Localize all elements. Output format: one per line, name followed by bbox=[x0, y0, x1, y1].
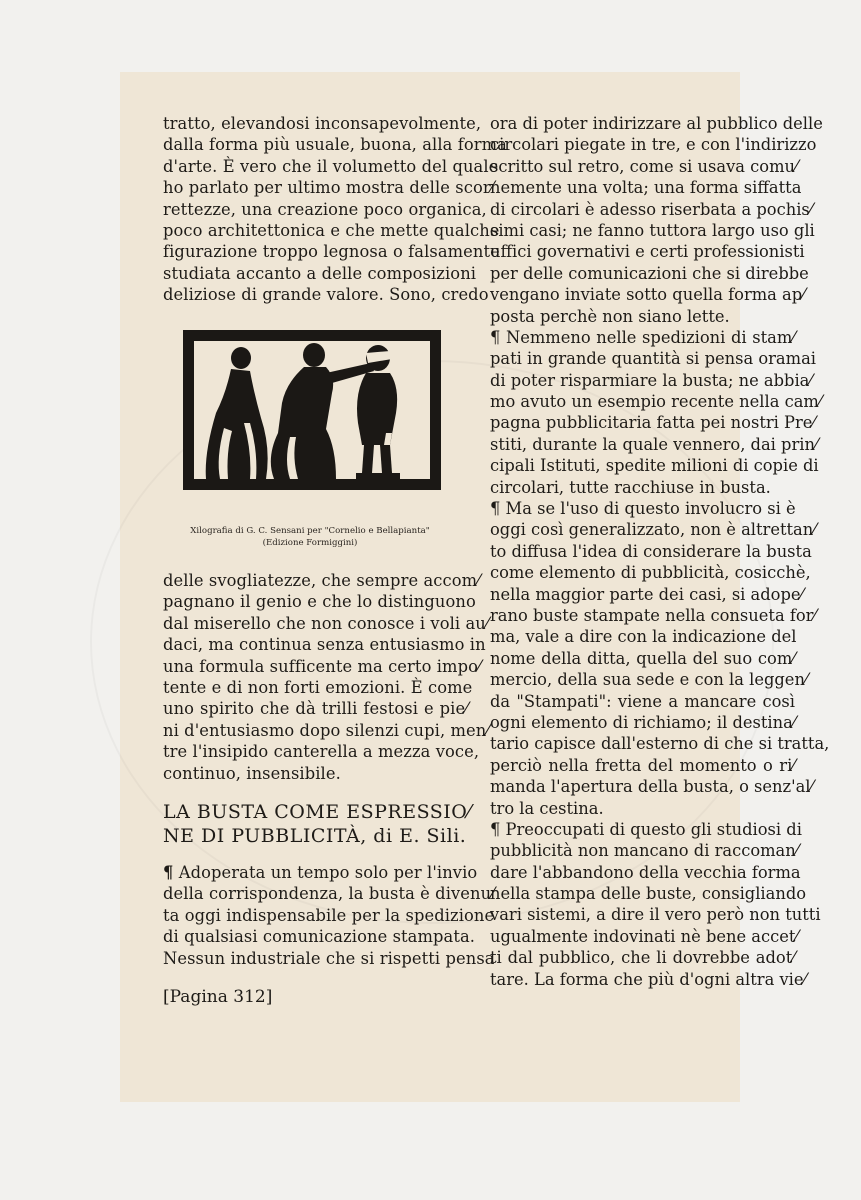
woodcut-figures-image bbox=[186, 333, 438, 487]
text-line: figurazione troppo legnosa o falsamente bbox=[163, 242, 500, 262]
text-line: ¶ Preoccupati di questo gli studiosi di bbox=[490, 819, 802, 839]
text-line: nella stampa delle buste, consigliando bbox=[490, 884, 807, 904]
text-line-content: Adoperata un tempo solo per l'invio bbox=[178, 863, 478, 882]
text-line: ho parlato per ultimo mostra delle scor⁄ bbox=[163, 178, 494, 198]
text-line: rano buste stampate nella consueta for⁄ bbox=[490, 605, 817, 625]
text-line: posta perchè non siano lette. bbox=[490, 306, 730, 326]
text-line: tare. La forma che più d'ogni altra vie⁄ bbox=[490, 969, 807, 989]
text-line: dal miserello che non conosce i voli au⁄ bbox=[163, 613, 489, 633]
text-line: mercio, della sua sede e con la leggen⁄ bbox=[490, 670, 808, 690]
text-line: tratto, elevandosi inconsapevolmente, bbox=[163, 114, 482, 133]
text-line: vengano inviate sotto quella forma ap⁄ bbox=[490, 285, 805, 305]
paragraph-mark: ¶ bbox=[163, 863, 174, 882]
text-line: pati in grande quantità si pensa oramai bbox=[490, 349, 816, 369]
text-line: come elemento di pubblicità, cosicchè, bbox=[490, 563, 811, 583]
text-line: ti dal pubblico, che li dovrebbe adot⁄ bbox=[490, 948, 795, 968]
caption-line: (Edizione Formiggini) bbox=[262, 538, 358, 548]
text-line: stiti, durante la quale vennero, dai prin⁄ bbox=[490, 434, 818, 454]
text-line: delle svogliatezze, che sempre accom⁄ bbox=[163, 571, 480, 590]
text-line: tario capisce dall'esterno di che si tratta, bbox=[490, 734, 830, 754]
text-line: circolari piegate in tre, e con l'indirizzo bbox=[490, 135, 817, 155]
text-line: uffici governativi e certi professionisti bbox=[490, 242, 805, 262]
woodcut-illustration bbox=[183, 330, 441, 490]
figure-caption bbox=[150, 525, 470, 549]
text-line: ogni elemento di richiamo; il destina⁄ bbox=[490, 712, 796, 732]
text-line: nella maggior parte dei casi, si adope⁄ bbox=[490, 584, 804, 604]
text-line: ta oggi indispensabile per la spedizione bbox=[163, 905, 495, 925]
heading-line: LA BUSTA COME ESPRESSIO⁄ bbox=[163, 801, 472, 823]
text-line: per delle comunicazioni che si direbbe bbox=[490, 263, 809, 283]
text-line: to diffusa l'idea di considerare la busta bbox=[490, 541, 812, 561]
text-line: continuo, insensibile. bbox=[163, 763, 341, 783]
left-column-middle-text bbox=[163, 570, 490, 784]
text-line: da "Stampati": viene a mancare così bbox=[490, 691, 795, 711]
text-line: scritto sul retro, come si usava comu⁄ bbox=[490, 156, 798, 176]
text-line: pagna pubblicitaria fatta pei nostri Pre⁄ bbox=[490, 413, 816, 433]
text-line: Nessun industriale che si rispetti pensa bbox=[163, 948, 495, 968]
text-line: dalla forma più usuale, buona, alla forma bbox=[163, 135, 507, 155]
text-line: cipali Istituti, spedite milioni di copie di bbox=[490, 456, 819, 476]
text-line: ¶ Ma se l'uso di questo involucro si è bbox=[490, 499, 796, 519]
text-line: tre l'insipido canterella a mezza voce, bbox=[163, 742, 480, 762]
text-line: daci, ma continua senza entusiasmo in bbox=[163, 635, 486, 655]
text-line: ora di poter indirizzare al pubblico delle bbox=[490, 114, 823, 133]
text-line: dare l'abbandono della vecchia forma bbox=[490, 862, 801, 882]
text-line: perciò nella fretta del momento o ri⁄ bbox=[490, 755, 795, 775]
text-line: ni d'entusiasmo dopo silenzi cupi, men⁄ bbox=[163, 720, 490, 740]
left-column-top-text bbox=[163, 113, 507, 306]
text-line: deliziose di grande valore. Sono, credo bbox=[163, 285, 489, 305]
text-line: di qualsiasi comunicazione stampata. bbox=[163, 927, 476, 947]
text-line: mo avuto un esempio recente nella cam⁄ bbox=[490, 392, 822, 412]
text-line: tente e di non forti emozioni. È come bbox=[163, 677, 473, 697]
left-column-bottom-text bbox=[163, 862, 495, 969]
text-line: vari sistemi, a dire il vero però non tutti bbox=[490, 905, 821, 925]
text-line: ma, vale a dire con la indicazione del bbox=[490, 627, 797, 647]
text-line: nemente una volta; una forma siffatta bbox=[490, 178, 802, 198]
text-line: manda l'apertura della busta, o senz'al⁄ bbox=[490, 777, 814, 797]
text-line: uno spirito che dà trilli festosi e pie⁄ bbox=[163, 699, 468, 719]
text-line: tro la cestina. bbox=[490, 798, 604, 818]
right-column-text bbox=[490, 113, 830, 990]
text-line: ¶ Nemmeno nelle spedizioni di stam⁄ bbox=[490, 327, 795, 347]
text-line: ugualmente indovinati nè bene accet⁄ bbox=[490, 926, 799, 946]
text-line: rettezze, una creazione poco organica, bbox=[163, 199, 487, 219]
text-line: poco architettonica e che mette qualche bbox=[163, 220, 500, 240]
text-line: nome della ditta, quella del suo com⁄ bbox=[490, 648, 795, 668]
text-line: della corrispondenza, la busta è divenu⁄ bbox=[163, 884, 495, 904]
text-line: oggi così generalizzato, non è altrettan⁄ bbox=[490, 520, 816, 540]
page-number: [Pagina 312] bbox=[163, 987, 273, 1007]
text-line: studiata accanto a delle composizioni bbox=[163, 263, 477, 283]
article-heading bbox=[163, 800, 472, 848]
text-line: circolari, tutte racchiuse in busta. bbox=[490, 477, 771, 497]
text-line: di poter risparmiare la busta; ne abbia⁄ bbox=[490, 370, 813, 390]
text-line: d'arte. È vero che il volumetto del quale bbox=[163, 156, 499, 176]
text-line: simi casi; ne fanno tuttora largo uso gli bbox=[490, 220, 815, 240]
caption-line: Xilografia di G. C. Sensani per "Cornelio e Bellapianta" bbox=[190, 526, 430, 536]
text-line bbox=[163, 862, 478, 883]
text-line: di circolari è adesso riserbata a pochis⁄ bbox=[490, 199, 813, 219]
heading-line: NE DI PUBBLICITÀ, di E. Sili. bbox=[163, 825, 467, 847]
text-line: pagnano il genio e che lo distinguono bbox=[163, 592, 476, 612]
text-line: pubblicità non mancano di raccoman⁄ bbox=[490, 841, 799, 861]
text-line: una formula sufficente ma certo impo⁄ bbox=[163, 656, 481, 676]
